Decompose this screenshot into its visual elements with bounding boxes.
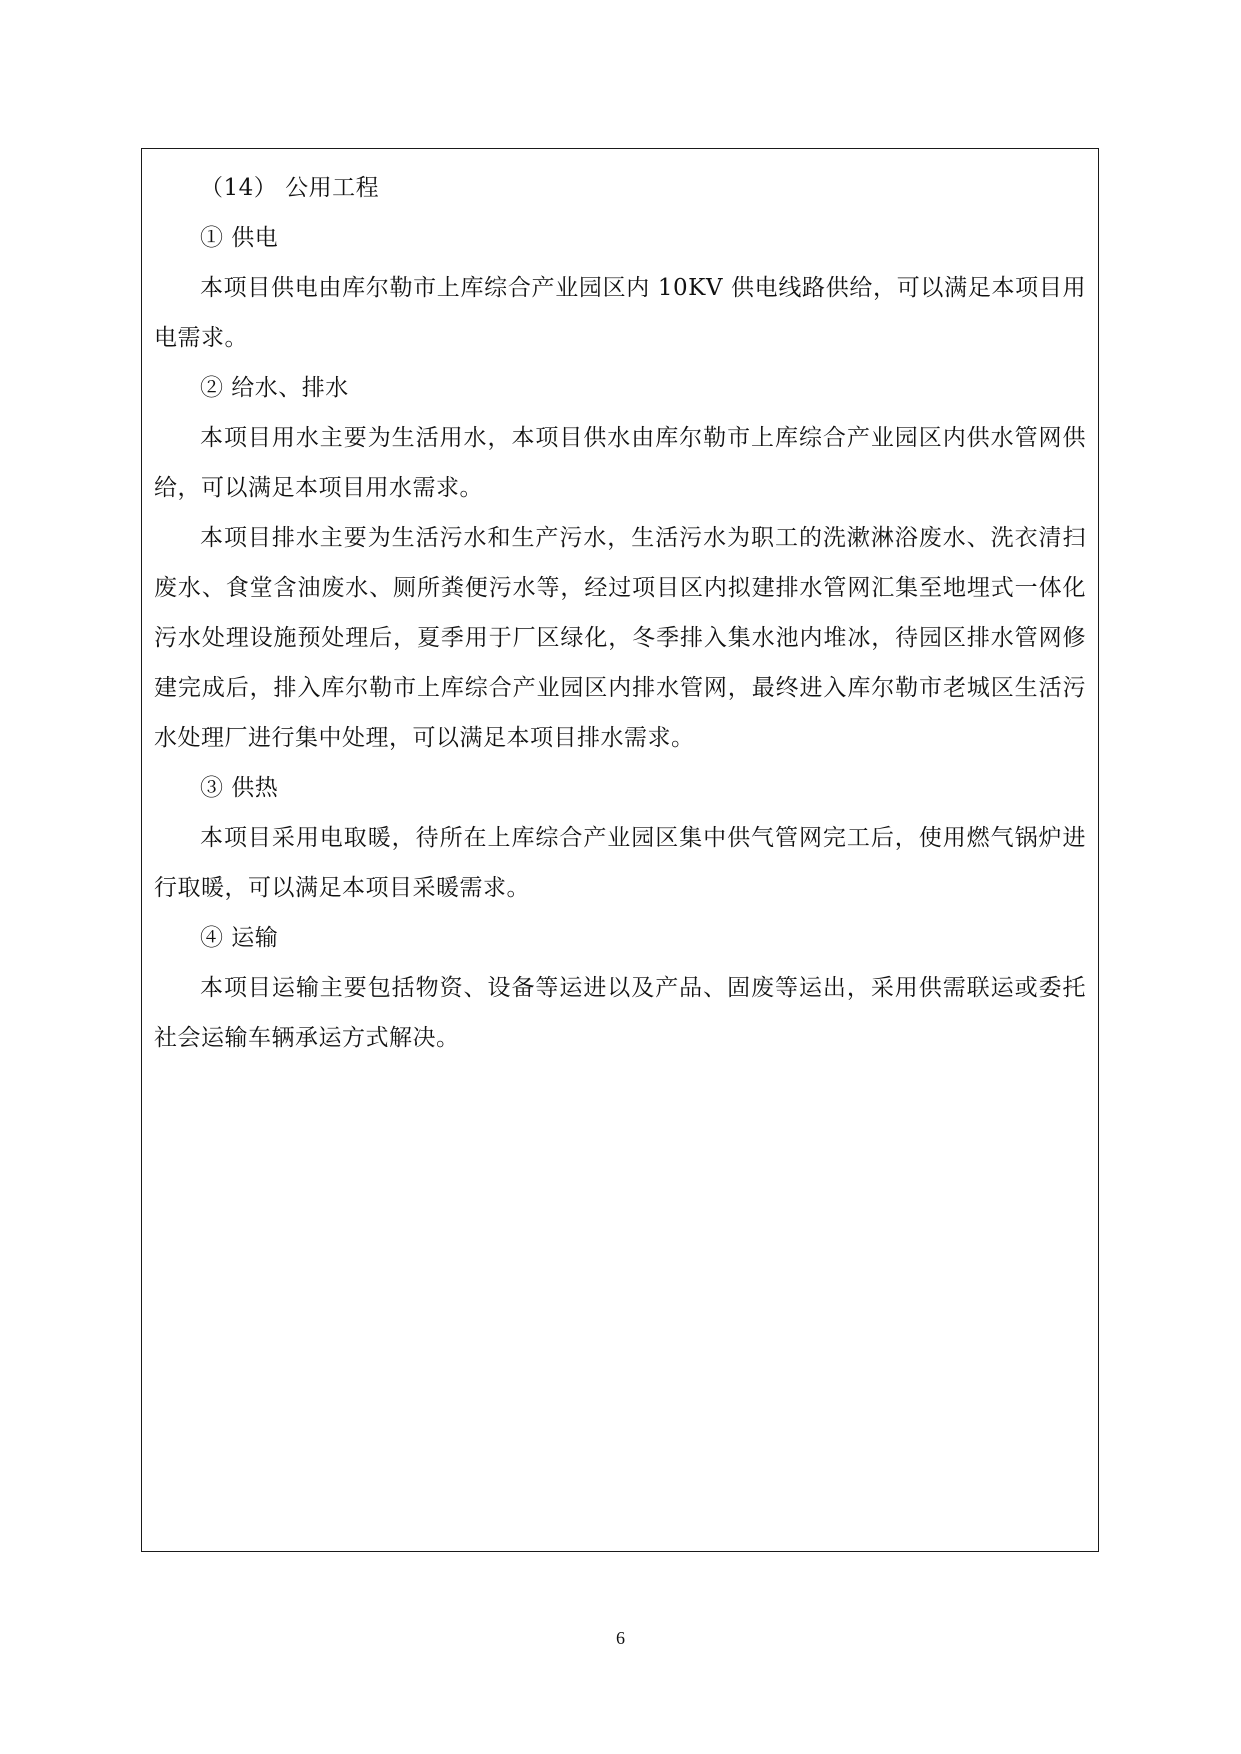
paragraph-drainage: 本项目排水主要为生活污水和生产污水，生活污水为职工的洗漱淋浴废水、洗衣清扫废水、食堂含油废水、厕所粪便污水等，经过项目区内拟建排水管网汇集至地埋式一体化污水处理设施预处理后，夏季用于厂区绿化，冬季排入集水池内堆冰，待园区排水管网修建完成后，排入库尔勒市上库综合产业园区内排水管网，最终进入库尔勒市老城区生活污水处理厂进行集中处理，可以满足本项目排水需求。 [154, 525, 1086, 751]
document-body [154, 163, 1086, 1063]
content-frame [141, 148, 1099, 1552]
subheading-transport: ④ 运输 [200, 925, 279, 951]
section-heading-public-works: （14） 公用工程 [200, 175, 380, 201]
paragraph-water-supply: 本项目用水主要为生活用水，本项目供水由库尔勒市上库综合产业园区内供水管网供给，可以满足本项目用水需求。 [154, 425, 1086, 501]
paragraph-transport: 本项目运输主要包括物资、设备等运进以及产品、固废等运出，采用供需联运或委托社会运输车辆承运方式解决。 [154, 975, 1086, 1051]
subheading-water: ② 给水、排水 [200, 375, 349, 401]
subheading-heating: ③ 供热 [200, 775, 279, 801]
paragraph-heating: 本项目采用电取暖，待所在上库综合产业园区集中供气管网完工后，使用燃气锅炉进行取暖，可以满足本项目采暖需求。 [154, 825, 1086, 901]
subheading-power-supply: ① 供电 [200, 225, 279, 251]
page-number: 6 [616, 1628, 625, 1648]
paragraph-power-supply: 本项目供电由库尔勒市上库综合产业园区内 10KV 供电线路供给，可以满足本项目用电需求。 [154, 275, 1086, 351]
